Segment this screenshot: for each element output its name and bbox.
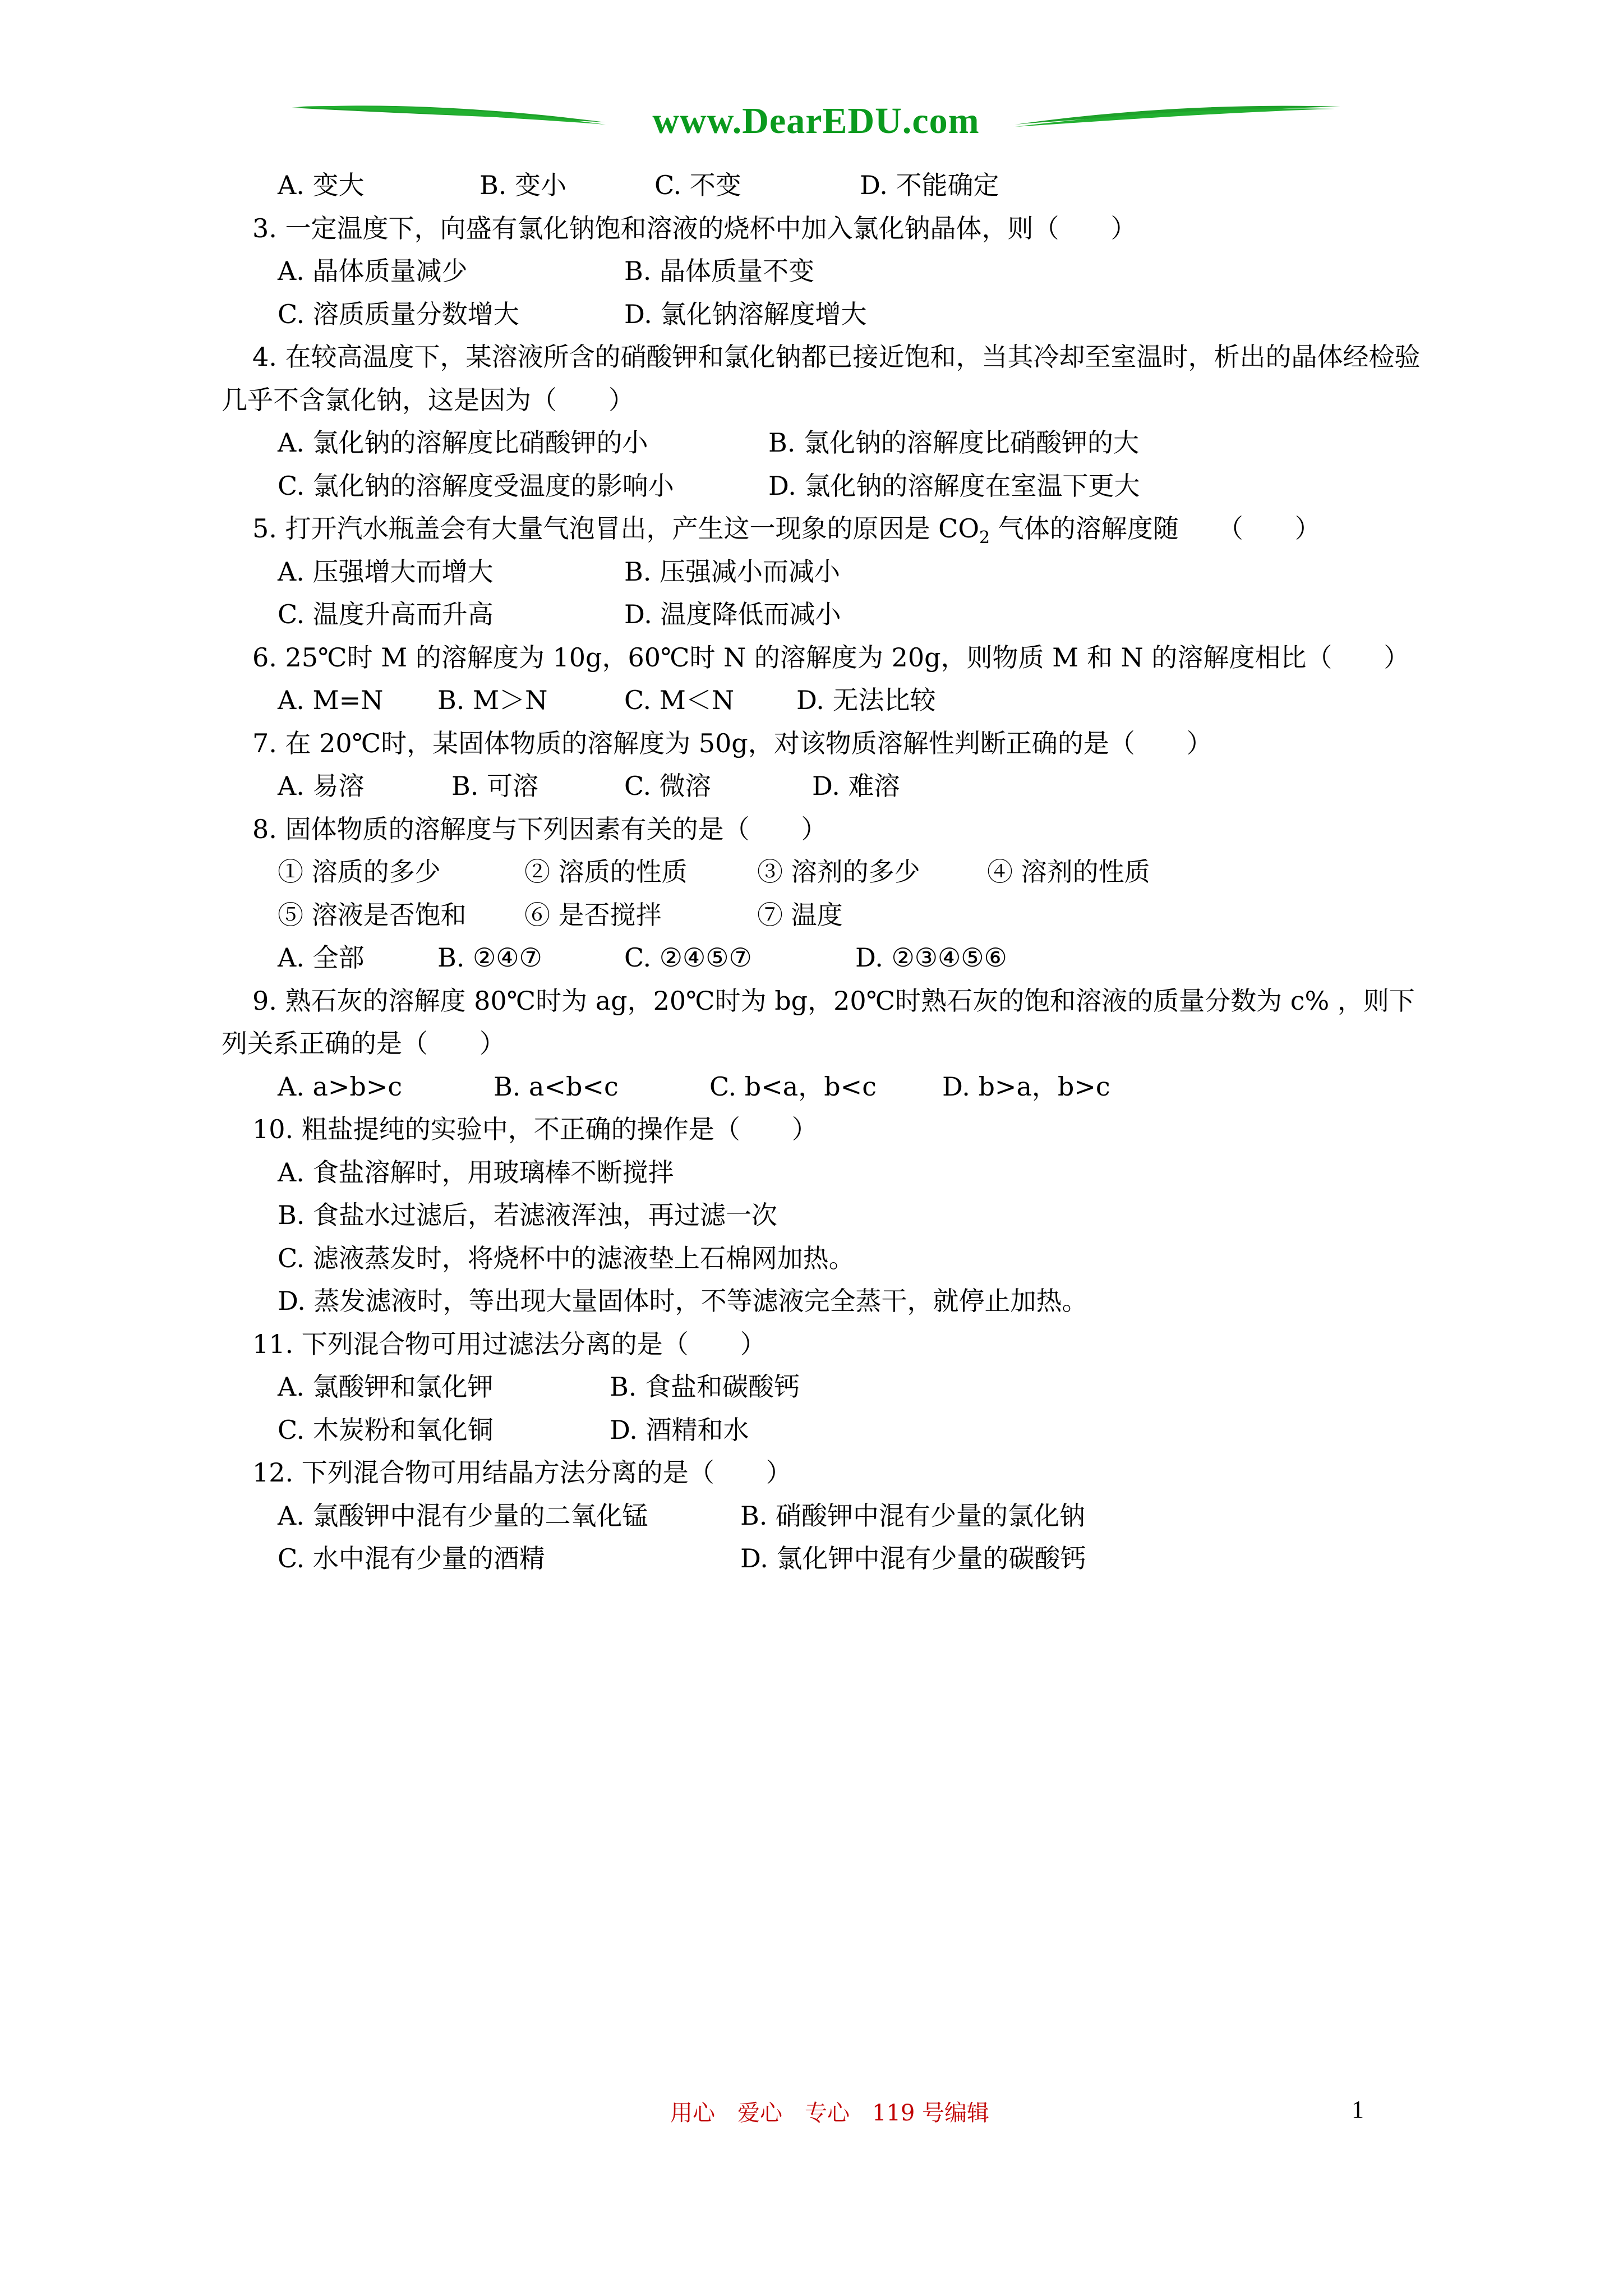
page-number: 1	[1352, 2096, 1364, 2123]
q11-stem: 11. 下列混合物可用过滤法分离的是（ ）	[252, 1328, 766, 1359]
q8-factor-7: ⑦ 温度	[757, 899, 843, 930]
q7-option-d: D. 难溶	[812, 771, 900, 801]
q8-factors-row2	[222, 894, 1433, 937]
q6-option-d: D. 无法比较	[796, 685, 936, 715]
q5-option-d: D. 温度降低而减小	[624, 599, 841, 629]
q5-option-a: A. 压强增大而增大	[278, 556, 494, 587]
q3-option-b: B. 晶体质量不变	[624, 256, 815, 286]
q2-option-c: C. 不变	[654, 170, 741, 200]
q11-options-row1	[222, 1365, 1433, 1409]
q4-options-row1	[222, 421, 1433, 464]
q4-stem: 4. 在较高温度下，某溶液所含的硝酸钾和氯化钠都已接近饱和，当其冷却至室温时，析出的晶体经检验几乎不含氯化钠，这是因为（ ）	[222, 342, 1421, 415]
q2-option-b: B. 变小	[479, 170, 567, 200]
q7-options	[222, 765, 1433, 808]
q9-options	[222, 1065, 1433, 1108]
q11-option-c: C. 木炭粉和氧化铜	[278, 1414, 494, 1445]
q6-option-c: C. M＜N	[624, 685, 735, 715]
q5-subscript: 2	[979, 528, 990, 548]
q8-factor-5: ⑤ 溶液是否饱和	[278, 899, 467, 930]
q10-option-d-row	[222, 1280, 1433, 1323]
q3-options-row2	[222, 293, 1433, 336]
q5-options-row1	[222, 550, 1433, 593]
q8-factor-2: ② 溶质的性质	[524, 857, 688, 887]
q10-option-c-row	[222, 1237, 1433, 1280]
q11-option-b: B. 食盐和碳酸钙	[610, 1372, 800, 1402]
q5-stem-before: 5. 打开汽水瓶盖会有大量气泡冒出，产生这一现象的原因是 CO	[252, 513, 980, 544]
q9-stem: 9. 熟石灰的溶解度 80℃时为 ag，20℃时为 bg，20℃时熟石灰的饱和溶液的质量分数为 c% ，则下列关系正确的是（ ）	[222, 985, 1415, 1059]
q10-option-b: B. 食盐水过滤后，若滤液浑浊，再过滤一次	[278, 1200, 778, 1230]
q3-option-d: D. 氯化钠溶解度增大	[624, 298, 867, 329]
q10-option-b-row	[222, 1194, 1433, 1237]
q2-option-d: D. 不能确定	[860, 170, 999, 200]
q11-option-d: D. 酒精和水	[610, 1414, 749, 1445]
q9-option-a: A. a>b>c	[278, 1071, 403, 1102]
q9-option-d: D. b>a，b>c	[942, 1071, 1110, 1102]
q6-option-a: A. M=N	[278, 685, 384, 715]
q8-option-c: C. ②④⑤⑦	[624, 942, 752, 973]
q8-stem: 8. 固体物质的溶解度与下列因素有关的是（ ）	[252, 813, 827, 844]
q12-option-a: A. 氯酸钾中混有少量的二氧化锰	[278, 1500, 648, 1531]
q12-stem: 12. 下列混合物可用结晶方法分离的是（ ）	[252, 1457, 792, 1488]
q10-option-a-row	[222, 1151, 1433, 1194]
site-logo-text: www.DearEDU.com	[652, 100, 980, 141]
header-banner	[292, 95, 1340, 146]
q5-stem	[222, 507, 1433, 550]
q4-option-d: D. 氯化钠的溶解度在室温下更大	[768, 470, 1140, 501]
q7-option-c: C. 微溶	[624, 771, 711, 801]
q5-options-row2	[222, 593, 1433, 636]
q12-option-d: D. 氯化钾中混有少量的碳酸钙	[740, 1543, 1086, 1573]
q8-factor-1: ① 溶质的多少	[278, 857, 441, 887]
q8-option-d: D. ②③④⑤⑥	[855, 942, 1007, 973]
q4-options-row2	[222, 464, 1433, 508]
q3-options-row1	[222, 250, 1433, 293]
q8-factors-row1	[222, 850, 1433, 894]
q8-factor-6: ⑥ 是否搅拌	[524, 899, 662, 930]
q10-option-c: C. 滤液蒸发时，将烧杯中的滤液垫上石棉网加热。	[278, 1243, 855, 1273]
q9-option-c: C. b<a，b<c	[709, 1071, 877, 1102]
q12-options-row2	[222, 1537, 1433, 1580]
q7-option-a: A. 易溶	[278, 771, 365, 801]
q4-option-b: B. 氯化钠的溶解度比硝酸钾的大	[768, 427, 1140, 458]
q7-stem: 7. 在 20℃时，某固体物质的溶解度为 50g，对该物质溶解性判断正确的是（ ）	[252, 728, 1212, 758]
q6-stem: 6. 25℃时 M 的溶解度为 10g，60℃时 N 的溶解度为 20g，则物质 M 和 N 的溶解度相比（ ）	[252, 642, 1410, 673]
q3-option-c: C. 溶质质量分数增大	[278, 298, 519, 329]
q10-option-a: A. 食盐溶解时，用玻璃棒不断搅拌	[278, 1157, 674, 1188]
q9-option-b: B. a<b<c	[494, 1071, 619, 1102]
q12-option-c: C. 水中混有少量的酒精	[278, 1543, 545, 1573]
q10-stem: 10. 粗盐提纯的实验中，不正确的操作是（ ）	[252, 1114, 818, 1144]
q8-options	[222, 936, 1433, 979]
q2-options	[222, 164, 1433, 207]
q8-factor-3: ③ 溶剂的多少	[757, 857, 920, 887]
q7-option-b: B. 可溶	[451, 771, 539, 801]
q5-stem-after: 气体的溶解度随 （ ）	[990, 513, 1321, 544]
exam-content	[222, 164, 1433, 1580]
q6-option-b: B. M＞N	[437, 685, 548, 715]
q3-option-a: A. 晶体质量减少	[278, 256, 468, 286]
q8-option-b: B. ②④⑦	[437, 942, 542, 973]
q8-option-a: A. 全部	[278, 942, 365, 973]
q4-option-c: C. 氯化钠的溶解度受温度的影响小	[278, 470, 674, 501]
q6-options	[222, 679, 1433, 722]
q8-factor-4: ④ 溶剂的性质	[987, 857, 1150, 887]
footer-credit: 用心 爱心 专心 119 号编辑	[670, 2100, 990, 2126]
q10-option-d: D. 蒸发滤液时，等出现大量固体时，不等滤液完全蒸干，就停止加热。	[278, 1286, 1088, 1316]
q5-option-b: B. 压强减小而减小	[624, 556, 841, 587]
q11-options-row2	[222, 1409, 1433, 1452]
q4-option-a: A. 氯化钠的溶解度比硝酸钾的小	[278, 427, 648, 458]
q12-option-b: B. 硝酸钾中混有少量的氯化钠	[740, 1500, 1086, 1531]
q11-option-a: A. 氯酸钾和氯化钾	[278, 1372, 494, 1402]
q5-option-c: C. 温度升高而升高	[278, 599, 494, 629]
q3-stem: 3. 一定温度下，向盛有氯化钠饱和溶液的烧杯中加入氯化钠晶体，则（ ）	[252, 213, 1137, 243]
q12-options-row1	[222, 1494, 1433, 1538]
q2-option-a: A. 变大	[278, 170, 365, 200]
